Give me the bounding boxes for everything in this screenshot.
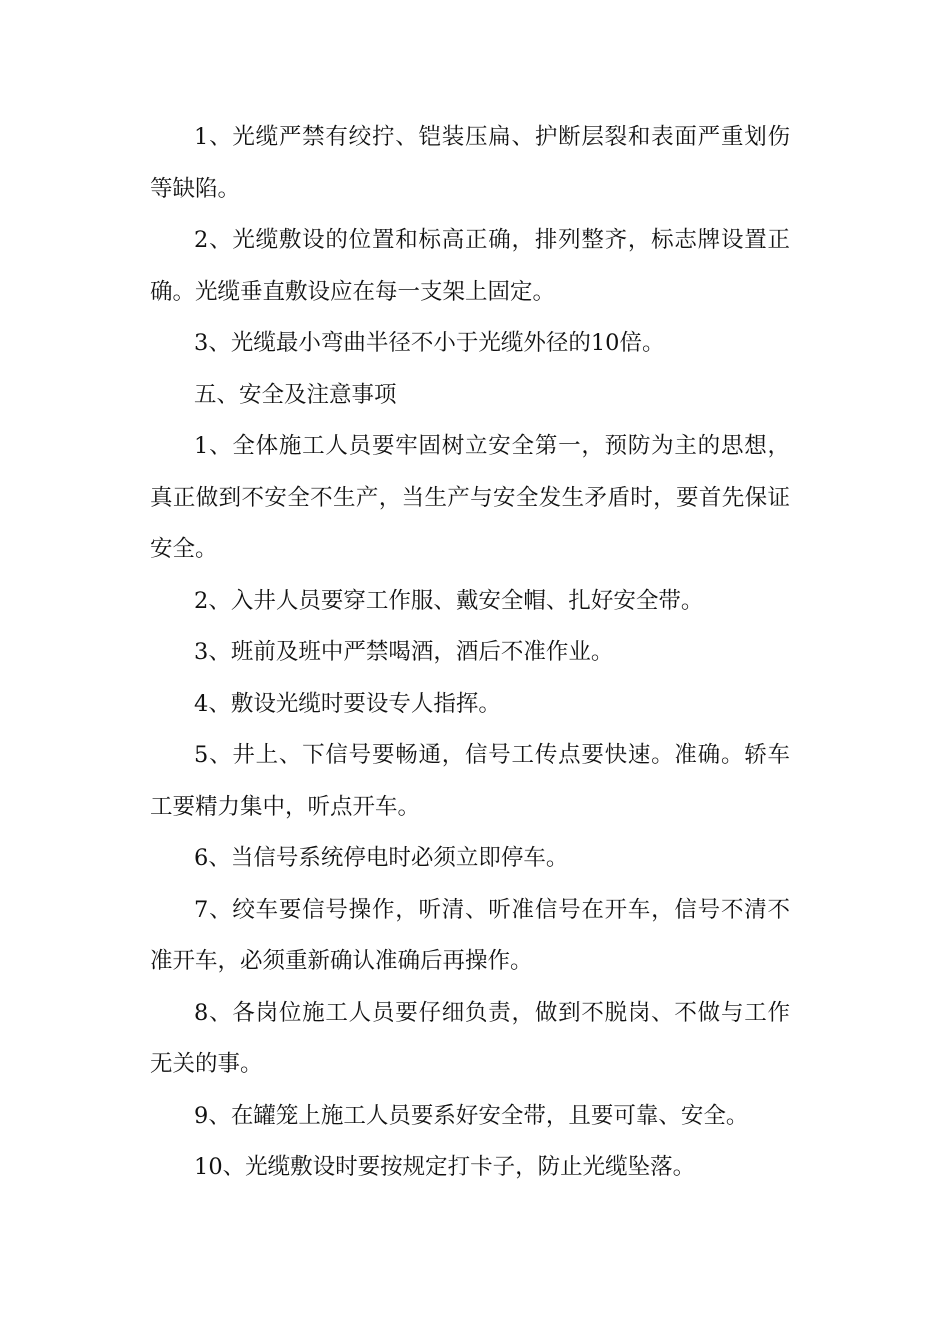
paragraph-position-requirements: 2、光缆敷设的位置和标高正确，排列整齐，标志牌设置正确。光缆垂直敷设应在每一支架上固定。 <box>150 227 790 305</box>
paragraph-signals: 5、井上、下信号要畅通，信号工传点要快速。准确。轿车工要精力集中，听点开车。 <box>150 742 790 820</box>
paragraph-safety-first: 1、全体施工人员要牢固树立安全第一，预防为主的思想，真正做到不安全不生产，当生产与安全发生矛盾时，要首先保证安全。 <box>150 433 790 562</box>
paragraph-cable-clamps: 10、光缆敷设时要按规定打卡子，防止光缆坠落。 <box>194 1154 696 1180</box>
paragraph-cage-safety: 9、在罐笼上施工人员要系好安全带，且要可靠、安全。 <box>194 1102 749 1129</box>
paragraph-bend-radius: 3、光缆最小弯曲半径不小于光缆外径的10倍。 <box>194 330 665 356</box>
paragraph-no-drinking: 3、班前及班中严禁喝酒，酒后不准作业。 <box>194 639 614 665</box>
paragraph-duty: 8、各岗位施工人员要仔细负责，做到不脱岗、不做与工作无关的事。 <box>150 999 790 1077</box>
section-heading-safety: 五、安全及注意事项 <box>194 381 397 408</box>
paragraph-power-outage: 6、当信号系统停电时必须立即停车。 <box>194 845 569 871</box>
paragraph-defect-requirements: 1、光缆严禁有绞拧、铠装压扁、护断层裂和表面严重划伤等缺陷。 <box>150 124 790 202</box>
paragraph-winch-operation: 7、绞车要信号操作，听清、听准信号在开车，信号不清不准开车，必须重新确认准确后再操作。 <box>150 896 790 974</box>
document-page <box>150 112 790 1194</box>
paragraph-protective-gear: 2、入井人员要穿工作服、戴安全帽、扎好安全带。 <box>194 587 704 614</box>
paragraph-commander: 4、敷设光缆时要设专人指挥。 <box>194 690 501 717</box>
